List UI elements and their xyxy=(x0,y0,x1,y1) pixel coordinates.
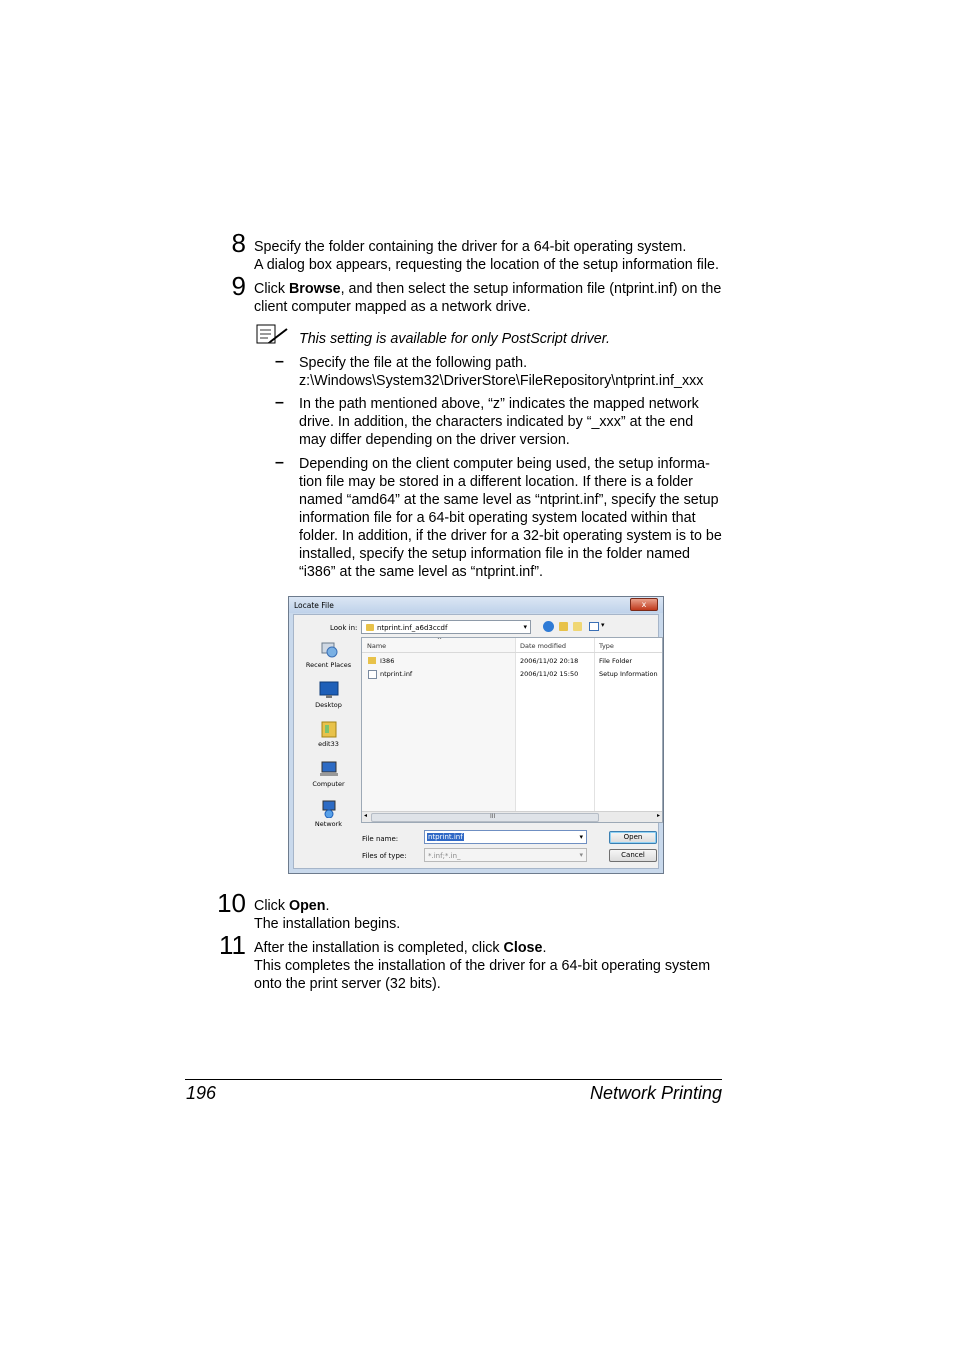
column-header-type[interactable]: Type xyxy=(599,642,614,650)
step-10-bold: Open xyxy=(288,898,326,914)
file-date: 2006/11/02 15:50 xyxy=(520,670,579,678)
page-number: 196 xyxy=(186,1083,217,1103)
note-text: This setting is available for only PostScript driver. xyxy=(299,331,610,347)
step-8-line-2: A dialog box appears, requesting the location of the setup information file. xyxy=(254,257,719,273)
step-9-line-2: client computer mapped as a network drive. xyxy=(254,299,531,315)
sub-item-1 xyxy=(299,354,729,390)
horizontal-scrollbar[interactable] xyxy=(362,811,662,822)
step-10-line-2: The installation begins. xyxy=(254,916,401,932)
chevron-down-icon: ▾ xyxy=(523,623,527,631)
file-name-input[interactable] xyxy=(424,830,587,844)
dash-bullet: – xyxy=(275,353,284,370)
file-list[interactable] xyxy=(361,637,663,823)
sub-item-line: Specify the file at the following path. xyxy=(299,355,528,371)
file-name: ntprint.inf xyxy=(380,670,413,678)
file-name-value: ntprint.inf xyxy=(428,833,463,841)
step-8-text xyxy=(254,238,729,274)
look-in-dropdown[interactable] xyxy=(361,620,531,634)
close-button[interactable]: x xyxy=(630,598,658,611)
place-edit33[interactable] xyxy=(297,720,360,748)
place-network[interactable] xyxy=(297,800,360,828)
back-icon[interactable] xyxy=(543,621,554,632)
place-label: Computer xyxy=(312,780,345,788)
place-label: edit33 xyxy=(318,740,339,748)
folder-icon xyxy=(366,624,374,631)
sub-item-line: installed, specify the setup information file in the folder named xyxy=(299,546,691,562)
step-number: 9 xyxy=(231,271,246,301)
step-11-line-3: onto the print server (32 bits). xyxy=(254,976,441,992)
scroll-left-icon[interactable]: ◂ xyxy=(364,812,368,819)
cancel-button[interactable]: Cancel xyxy=(609,849,657,862)
place-label: Desktop xyxy=(315,701,342,709)
sub-item-line: z:\Windows\System32\DriverStore\FileRepository\ntprint.inf_xxx xyxy=(299,373,704,389)
file-type: File Folder xyxy=(599,657,633,665)
scroll-grip: III xyxy=(490,813,496,820)
user-folder-icon xyxy=(319,720,339,738)
step-9-pre: Click xyxy=(254,281,289,297)
folder-icon xyxy=(368,657,376,664)
scroll-right-icon[interactable]: ▸ xyxy=(656,812,660,819)
note-pencil-icon xyxy=(256,323,290,345)
chevron-down-icon: ▾ xyxy=(579,851,583,859)
desktop-icon xyxy=(319,681,339,699)
step-9-text xyxy=(254,280,729,316)
step-number: 10 xyxy=(217,888,246,918)
file-date: 2006/11/02 20:18 xyxy=(520,657,579,665)
sub-item-line: named “amd64” at the same level as “ntprint.inf”, specify the setup xyxy=(299,492,719,508)
sub-item-3 xyxy=(299,455,729,581)
step-number: 11 xyxy=(219,930,246,960)
dash-bullet: – xyxy=(275,454,284,471)
step-11-text xyxy=(254,939,729,993)
files-of-type-value: *.inf;*.in_ xyxy=(428,852,461,860)
files-of-type-label: Files of type: xyxy=(362,852,407,860)
network-icon xyxy=(319,800,339,818)
place-computer[interactable] xyxy=(297,760,360,788)
footer-rule xyxy=(185,1079,722,1080)
dash-bullet: – xyxy=(275,394,284,411)
new-folder-icon[interactable] xyxy=(573,622,582,631)
sub-item-line: may differ depending on the driver version. xyxy=(299,432,570,448)
up-folder-icon[interactable] xyxy=(559,622,568,631)
chevron-down-icon: ▾ xyxy=(579,833,583,841)
file-type: Setup Information xyxy=(599,670,658,678)
chevron-down-icon: ▾ xyxy=(601,621,605,629)
step-10-post: . xyxy=(325,898,330,914)
file-row[interactable] xyxy=(362,668,662,680)
places-bar xyxy=(297,637,360,828)
place-recent-places[interactable] xyxy=(297,641,360,669)
sub-item-line: In the path mentioned above, “z” indicates the mapped network xyxy=(299,396,699,412)
recent-places-icon xyxy=(319,641,339,659)
sub-item-line: “i386” at the same level as “ntprint.inf”. xyxy=(299,564,543,580)
column-header-name[interactable]: Name xyxy=(367,642,387,650)
locate-file-dialog xyxy=(288,596,664,874)
dialog-title: Locate File xyxy=(294,601,334,610)
step-11-bold: Close xyxy=(503,940,543,956)
step-8-line-1: Specify the folder containing the driver for a 64-bit operating system. xyxy=(254,239,687,255)
setup-file-icon xyxy=(368,670,377,679)
computer-icon xyxy=(319,760,339,778)
sub-item-line: folder. In addition, if the driver for a 32-bit operating system is to be xyxy=(299,528,722,544)
step-9-post: , and then select the setup information file (ntprint.inf) on the xyxy=(340,281,722,297)
dialog-body xyxy=(293,614,659,869)
place-label: Network xyxy=(314,820,343,828)
sub-item-2 xyxy=(299,395,729,449)
section-title: Network Printing xyxy=(589,1083,722,1103)
column-header-date[interactable]: Date modified xyxy=(520,642,567,650)
sub-item-line: Depending on the client computer being used, the setup informa- xyxy=(299,456,710,472)
step-number: 8 xyxy=(231,228,246,258)
sub-item-line: tion file may be stored in a different location. If there is a folder xyxy=(299,474,693,490)
dialog-title-bar xyxy=(289,597,663,613)
step-9-bold: Browse xyxy=(288,281,341,297)
scroll-thumb[interactable] xyxy=(371,813,599,822)
step-11-line-2: This completes the installation of the driver for a 64-bit operating system xyxy=(254,958,711,974)
sub-item-line: information file for a 64-bit operating system located within that xyxy=(299,510,696,526)
look-in-label: Look in: xyxy=(330,624,358,632)
file-row[interactable] xyxy=(362,655,662,667)
step-10-pre: Click xyxy=(254,898,289,914)
file-name-label: File name: xyxy=(362,835,399,843)
open-button[interactable]: Open xyxy=(609,831,657,844)
step-10-text xyxy=(254,897,729,933)
files-of-type-dropdown[interactable] xyxy=(424,848,587,862)
step-11-post: . xyxy=(542,940,547,956)
sub-item-line: drive. In addition, the characters indicated by “_xxx” at the end xyxy=(299,414,694,430)
look-in-value: ntprint.inf_a6d3ccdf xyxy=(377,624,448,632)
place-desktop[interactable] xyxy=(297,681,360,709)
place-label: Recent Places xyxy=(305,661,352,669)
step-11-pre: After the installation is completed, click xyxy=(254,940,504,956)
sort-up-icon: ^ xyxy=(437,637,443,644)
views-menu-icon[interactable] xyxy=(589,622,599,631)
file-name: I386 xyxy=(380,657,395,665)
